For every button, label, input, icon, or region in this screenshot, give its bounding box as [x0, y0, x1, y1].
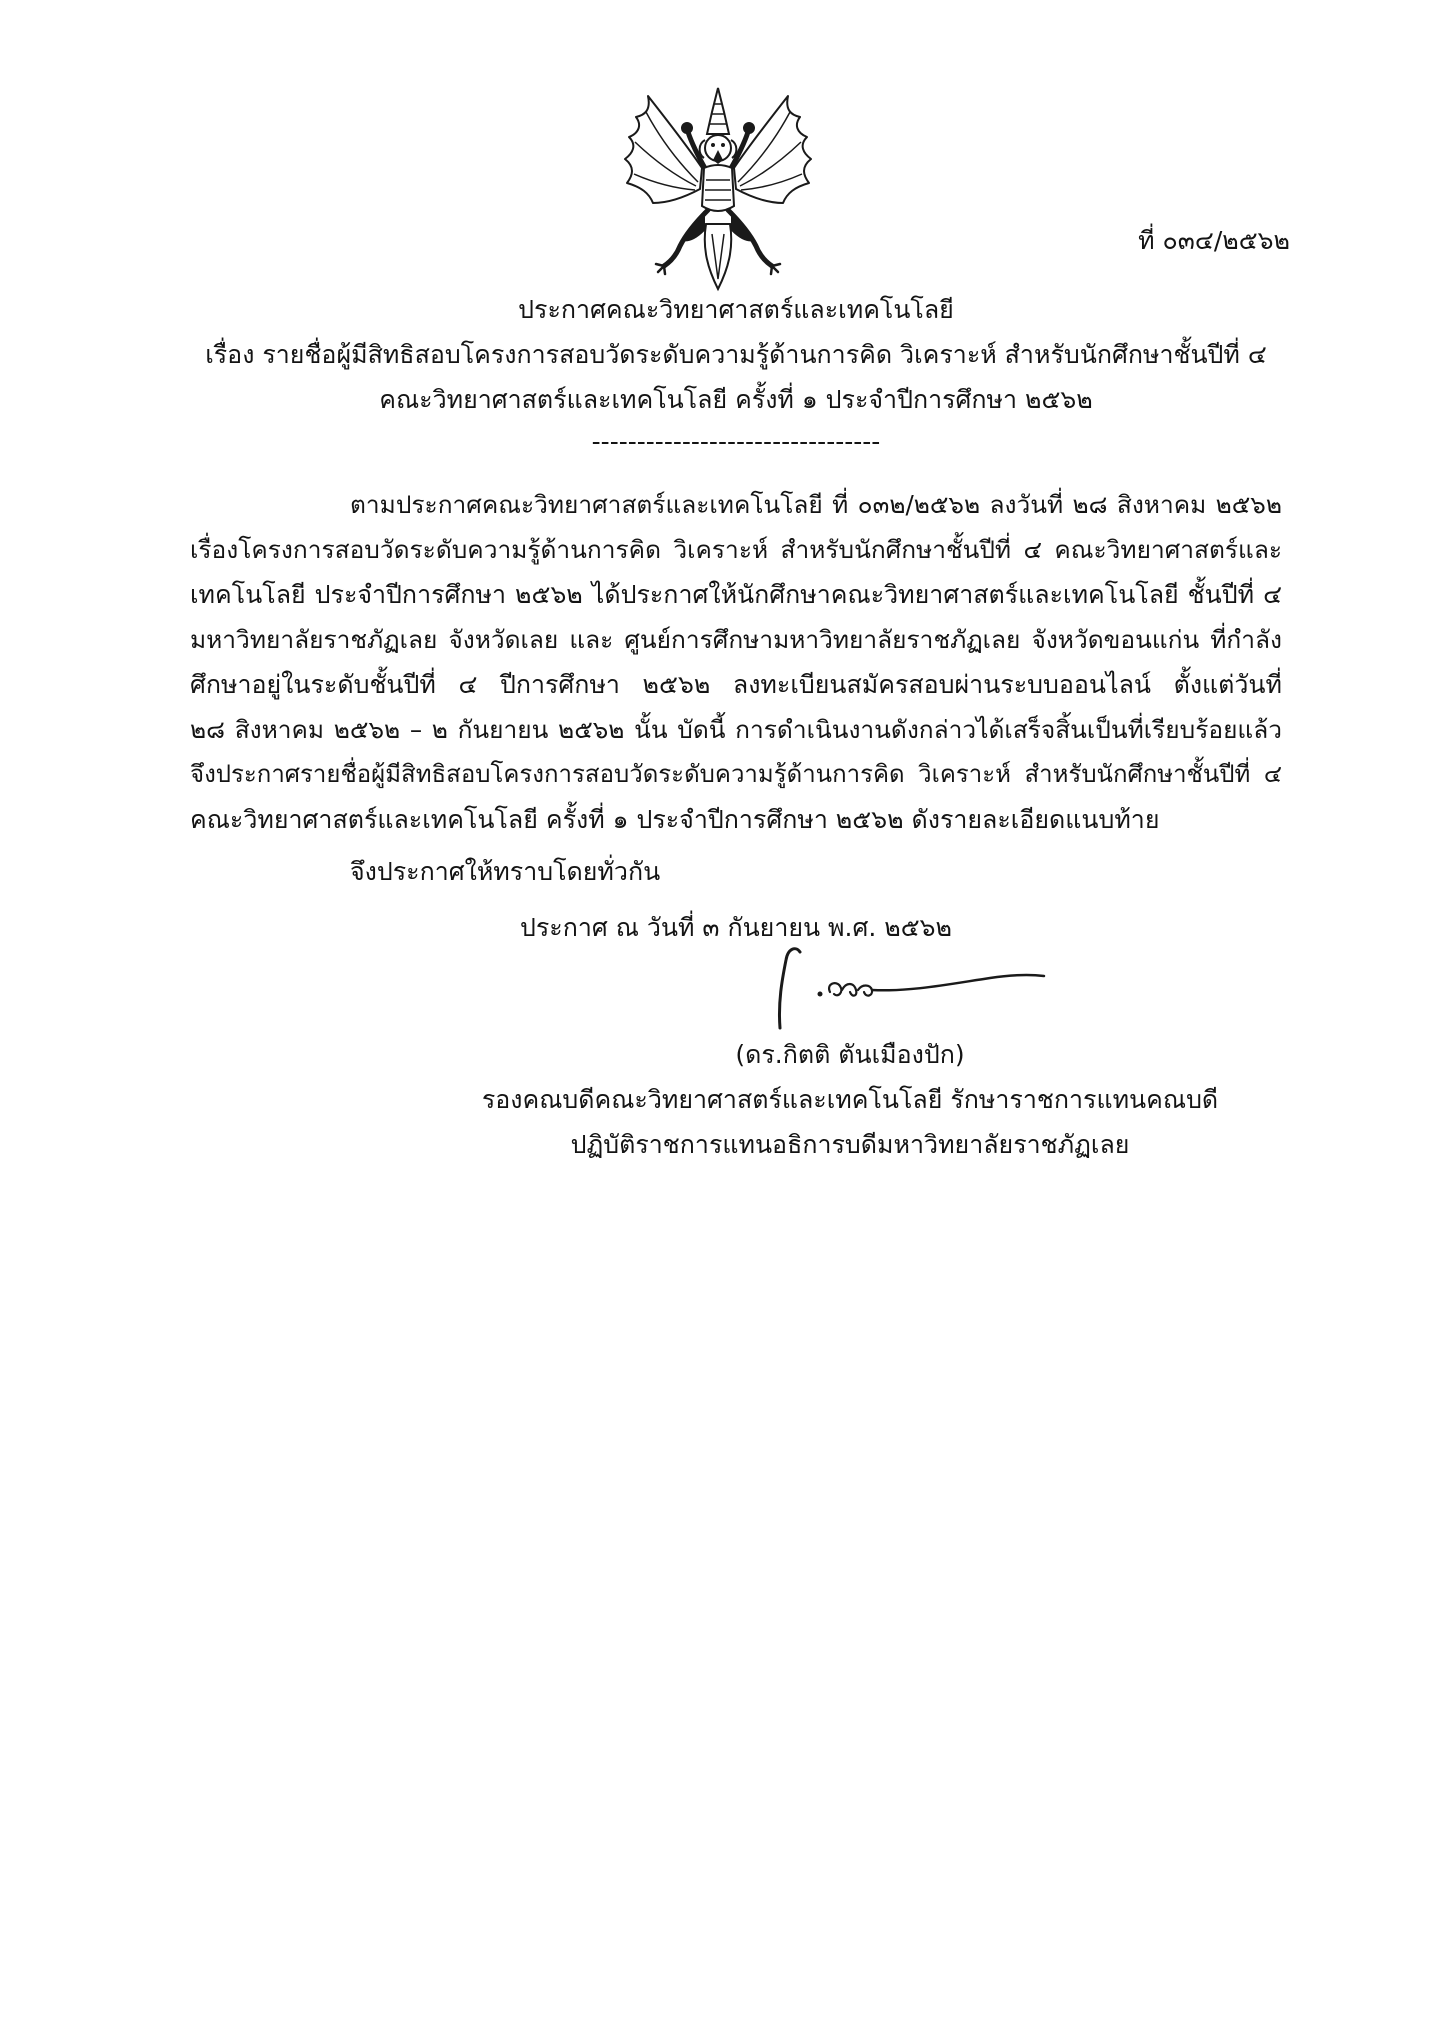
document-number: ที่ ๐๓๔/๒๕๖๒	[1138, 226, 1290, 255]
garuda-right-half	[728, 96, 811, 274]
body-line: จึงประกาศรายชื่อผู้มีสิทธิสอบโครงการสอบวัดระดับความรู้ด้านการคิด วิเคราะห์ สำหรับนักศึกษาชั้นปีที่ ๔	[190, 760, 1282, 788]
announcement-date: ประกาศ ณ วันที่ ๓ กันยายน พ.ศ. ๒๕๖๒	[520, 913, 952, 942]
body-line: มหาวิทยาลัยราชภัฏเลย จังหวัดเลย และ ศูนย์การศึกษามหาวิทยาลัยราชภัฏเลย จังหวัดขอนแก่น ที่กำลัง	[190, 625, 1282, 654]
signature	[760, 940, 1050, 1035]
body-line: เรื่องโครงการสอบวัดระดับความรู้ด้านการคิด วิเคราะห์ สำหรับนักศึกษาชั้นปีที่ ๔ คณะวิทยาศาสตร์และ	[190, 535, 1282, 564]
body-line: คณะวิทยาศาสตร์และเทคโนโลยี ครั้งที่ ๑ ประจำปีการศึกษา ๒๕๖๒ ดังรายละเอียดแนบท้าย	[190, 805, 1160, 834]
document-content	[190, 287, 1282, 1167]
closing-statement: จึงประกาศให้ทราบโดยทั่วกัน	[350, 857, 661, 886]
signatory-block	[480, 1032, 1220, 1167]
body-paragraph	[190, 482, 1282, 842]
body-line: ตามประกาศคณะวิทยาศาสตร์และเทคโนโลยี ที่ ๐๓๒/๒๕๖๒ ลงวันที่ ๒๘ สิงหาคม ๒๕๖๒	[350, 490, 1282, 519]
announcement-header	[190, 287, 1282, 462]
subject-line: เรื่อง รายชื่อผู้มีสิทธิสอบโครงการสอบวัดระดับความรู้ด้านการคิด วิเคราะห์ สำหรับนักศึกษาชั้นปีที่ ๔	[205, 340, 1267, 369]
body-line: ศึกษาอยู่ในระดับชั้นปีที่ ๔ ปีการศึกษา ๒๕๖๒ ลงทะเบียนสมัครสอบผ่านระบบออนไลน์ ตั้งแต่วันที่	[190, 670, 1282, 699]
garuda-center	[700, 88, 737, 289]
signatory-name: (ดร.กิตติ ตันเมืองปัก)	[735, 1040, 965, 1069]
garuda-left-half	[625, 96, 708, 274]
body-line: เทคโนโลยี ประจำปีการศึกษา ๒๕๖๒ ได้ประกาศให้นักศึกษาคณะวิทยาศาสตร์และเทคโนโลยี ชั้นปีที่ ๔	[190, 580, 1282, 609]
signatory-position: ปฏิบัติราชการแทนอธิการบดีมหาวิทยาลัยราชภัฏเลย	[570, 1130, 1130, 1159]
garuda-emblem	[618, 84, 818, 294]
announcement-title: ประกาศคณะวิทยาศาสตร์และเทคโนโลยี	[518, 295, 954, 324]
subject-line: คณะวิทยาศาสตร์และเทคโนโลยี ครั้งที่ ๑ ประจำปีการศึกษา ๒๕๖๒	[379, 385, 1093, 414]
header-separator: --------------------------------	[591, 427, 881, 456]
body-line: ๒๘ สิงหาคม ๒๕๖๒ – ๒ กันยายน ๒๕๖๒ นั้น บัดนี้ การดำเนินงานดังกล่าวได้เสร็จสิ้นเป็นที่เรียบร้อยแล้ว	[190, 715, 1282, 744]
signatory-position: รองคณบดีคณะวิทยาศาสตร์และเทคโนโลยี รักษาราชการแทนคณบดี	[481, 1085, 1219, 1114]
